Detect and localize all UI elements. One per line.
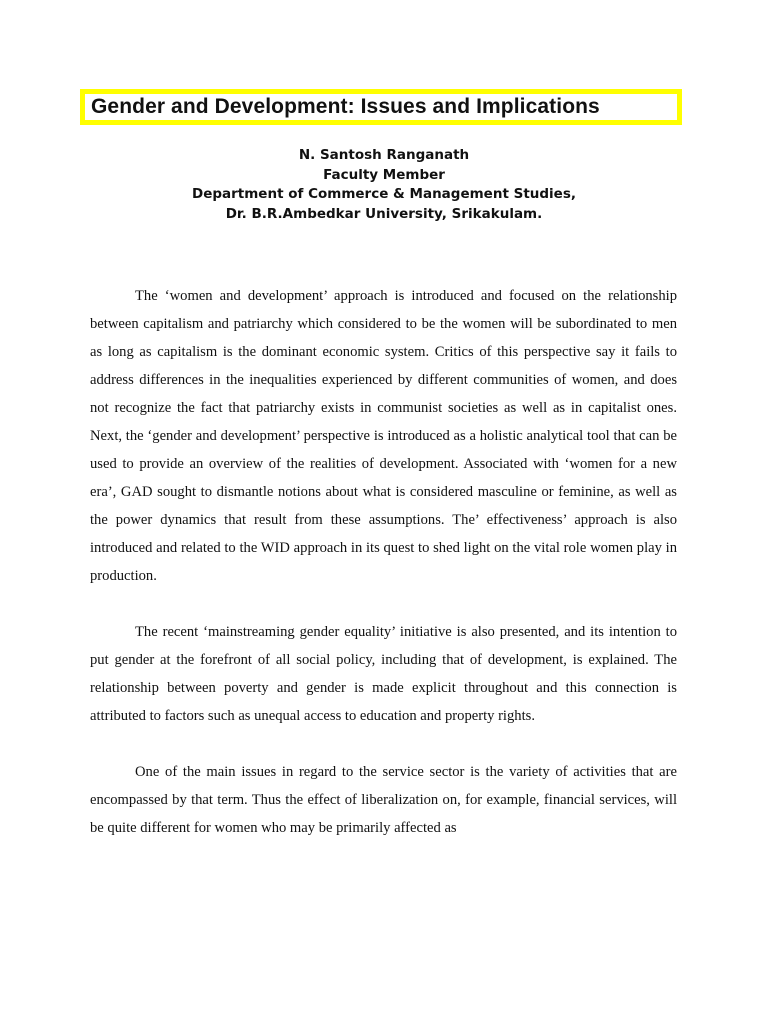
author-name: N. Santosh Ranganath [298, 147, 470, 163]
author-position: Faculty Member [323, 166, 445, 183]
document-title: Gender and Development: Issues and Implications [91, 95, 600, 118]
title-box [80, 89, 682, 125]
document-body [90, 282, 677, 870]
author-department: Department of Commerce & Management Studies, [191, 186, 576, 202]
author-university: Dr. B.R.Ambedkar University, Srikakulam. [225, 205, 543, 222]
paragraph-3: One of the main issues in regard to the service sector is the variety of activities that are encompassed by that term. Thus the effect of liberalization on, for example, financial services, will be quite different for women who may be primarily affected as [90, 764, 677, 836]
author-byline [0, 146, 768, 224]
paragraph-2: The recent ‘mainstreaming gender equality’ initiative is also presented, and its intention to put gender at the forefront of all social policy, including that of development, is explained. The relationship between poverty and gender is made explicit throughout and this connection is attributed to factors such as unequal access to education and property rights. [90, 624, 677, 724]
paragraph-1: The ‘women and development’ approach is introduced and focused on the relationship between capitalism and patriarchy which considered to be the women will be subordinated to men as long as capitalism is the dominant economic system. Critics of this perspective say it fails to address differences in the inequalities experienced by different communities of women, and does not recognize the fact that patriarchy exists in communist societies as well as in capitalist ones. Next, the ‘gender and development’ perspective is introduced as a holistic analytical tool that can be used to provide an overview of the realities of development. Associated with ‘women for a new era’, GAD sought to dismantle notions about what is considered masculine or feminine, as well as the power dynamics that result from these assumptions. The’ effectiveness’ approach is also introduced and related to the WID approach in its quest to shed light on the vital role women play in production. [90, 288, 677, 584]
